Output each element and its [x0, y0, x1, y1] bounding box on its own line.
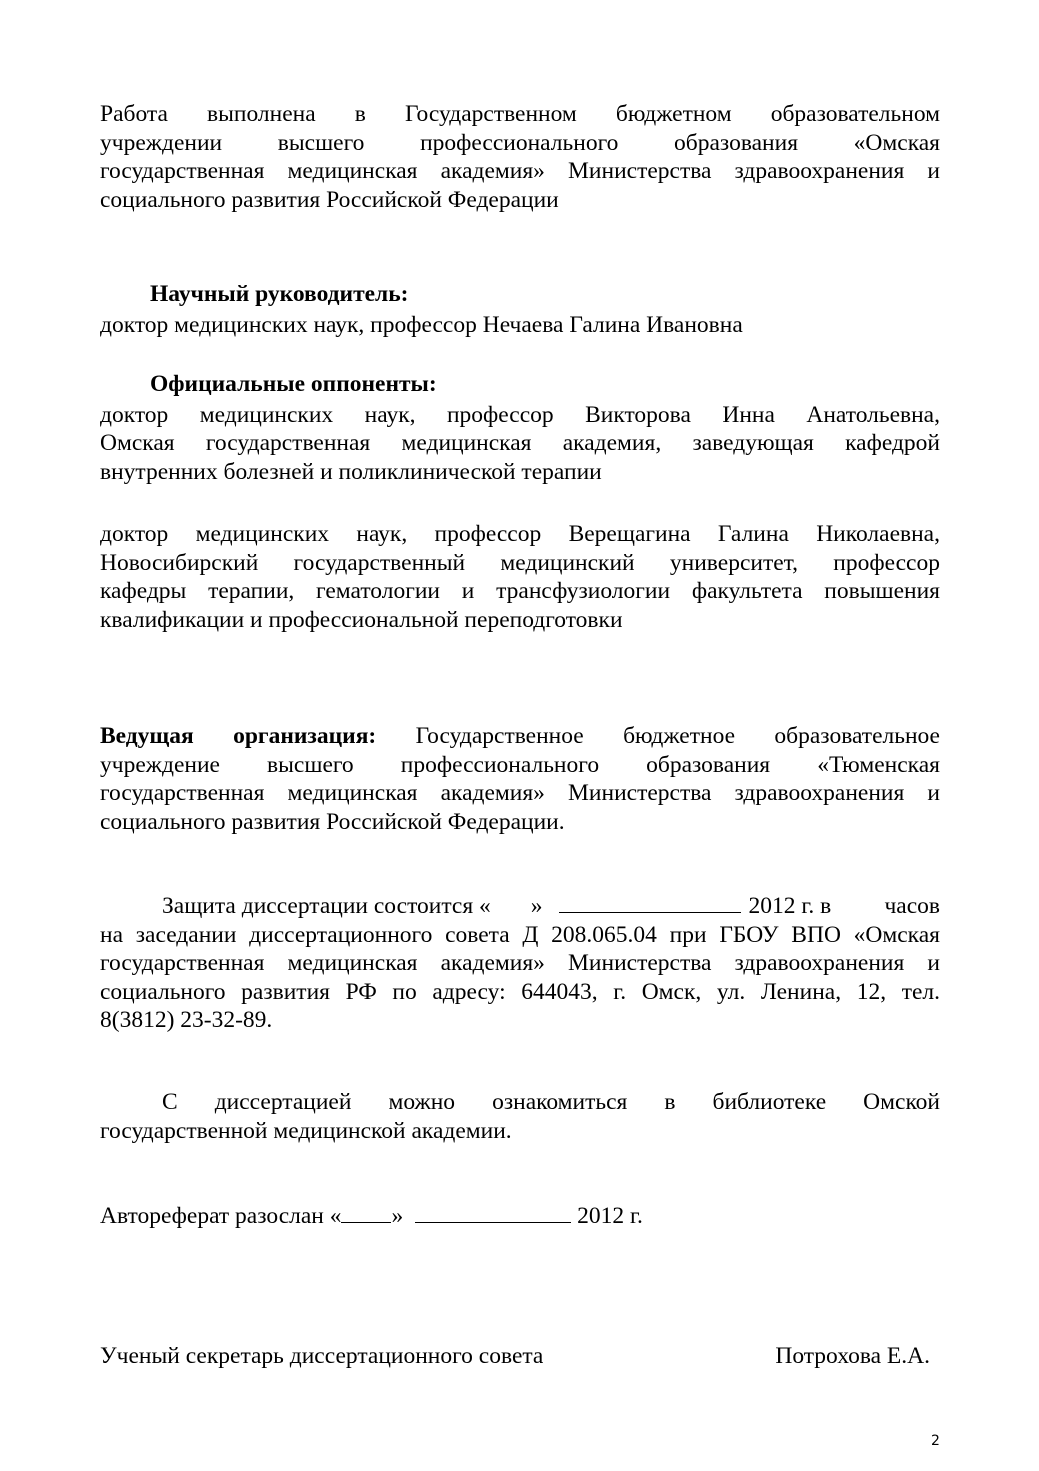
- intro-line: учреждении высшего профессионального образования «Омская: [100, 129, 940, 156]
- supervisor-text: доктор медицинских наук, профессор Нечаева Галина Ивановна: [100, 311, 743, 338]
- signature-section: [100, 1342, 940, 1371]
- defense-first-line: [100, 890, 940, 921]
- defense-line: 8(3812) 23-32-89.: [100, 1007, 273, 1033]
- intro-line: социального развития Российской Федерации: [100, 186, 559, 213]
- leading-org-section: [100, 722, 940, 836]
- page-number: 2: [931, 1433, 940, 1449]
- defense-section: [100, 890, 940, 1035]
- abstract-sent-section: [100, 1200, 940, 1231]
- leading-org-line: государственная медицинская академия» Министерства здравоохранения и: [100, 780, 940, 806]
- intro-paragraph: [100, 100, 940, 214]
- defense-text-c: 2012 г. в: [748, 893, 832, 919]
- abstract-day-blank: [341, 1200, 391, 1223]
- secretary-name: Потрохова Е.А.: [775, 1343, 930, 1369]
- opponent-line: кафедры терапии, гематологии и трансфузиологии факультета повышения: [100, 578, 940, 604]
- opponent-line: доктор медицинских наук, профессор Викторова Инна Анатольевна,: [100, 401, 940, 428]
- opponent-line: квалификации и профессиональной переподготовки: [100, 606, 623, 633]
- library-section: [100, 1088, 940, 1145]
- defense-text-b: »: [530, 893, 543, 919]
- leading-org-line: социального развития Российской Федерации.: [100, 808, 565, 835]
- leading-org-label: Ведущая организация:: [100, 723, 377, 749]
- abstract-sent-text-c: 2012 г.: [577, 1203, 643, 1229]
- defense-line: социального развития РФ по адресу: 644043, г. Омск, ул. Ленина, 12, тел.: [100, 978, 940, 1005]
- month-blank: [559, 890, 741, 913]
- opponents-heading: Официальные оппоненты:: [150, 371, 437, 397]
- opponent-line: внутренних болезней и поликлинической терапии: [100, 458, 602, 485]
- intro-line: государственная медицинская академия» Министерства здравоохранения и: [100, 158, 940, 184]
- opponent-second: [100, 520, 940, 634]
- defense-line: на заседании диссертационного совета Д 208.065.04 при ГБОУ ВПО «Омская: [100, 921, 940, 948]
- defense-text-d: часов: [884, 893, 940, 919]
- intro-line: Работа выполнена в Государственном бюджетном образовательном: [100, 101, 940, 127]
- signature-row: [100, 1342, 930, 1371]
- library-line: С диссертацией можно ознакомиться в библиотеке Омской: [162, 1089, 940, 1115]
- supervisor-section: [100, 280, 940, 339]
- leading-org-first-text: Государственное бюджетное образовательное: [415, 723, 940, 749]
- secretary-role: Ученый секретарь диссертационного совета: [100, 1343, 544, 1369]
- abstract-sent-text-a: Автореферат разослан «: [100, 1203, 342, 1229]
- opponent-line: Новосибирский государственный медицинский университет, профессор: [100, 549, 940, 576]
- opponent-line: Омская государственная медицинская академия, заведующая кафедрой: [100, 430, 940, 456]
- opponents-section: [100, 370, 940, 486]
- supervisor-heading: Научный руководитель:: [150, 281, 409, 307]
- abstract-month-blank: [415, 1200, 571, 1223]
- library-line: государственной медицинской академии.: [100, 1117, 512, 1144]
- opponent-line: доктор медицинских наук, профессор Верещагина Галина Николаевна,: [100, 521, 940, 547]
- leading-org-first-line: [100, 722, 940, 751]
- defense-text-a: Защита диссертации состоится «: [162, 893, 491, 919]
- defense-line: государственная медицинская академия» Министерства здравоохранения и: [100, 950, 940, 976]
- leading-org-line: учреждение высшего профессионального образования «Тюменская: [100, 751, 940, 778]
- abstract-sent-text-b: »: [391, 1203, 404, 1229]
- opponent-first: [100, 401, 940, 487]
